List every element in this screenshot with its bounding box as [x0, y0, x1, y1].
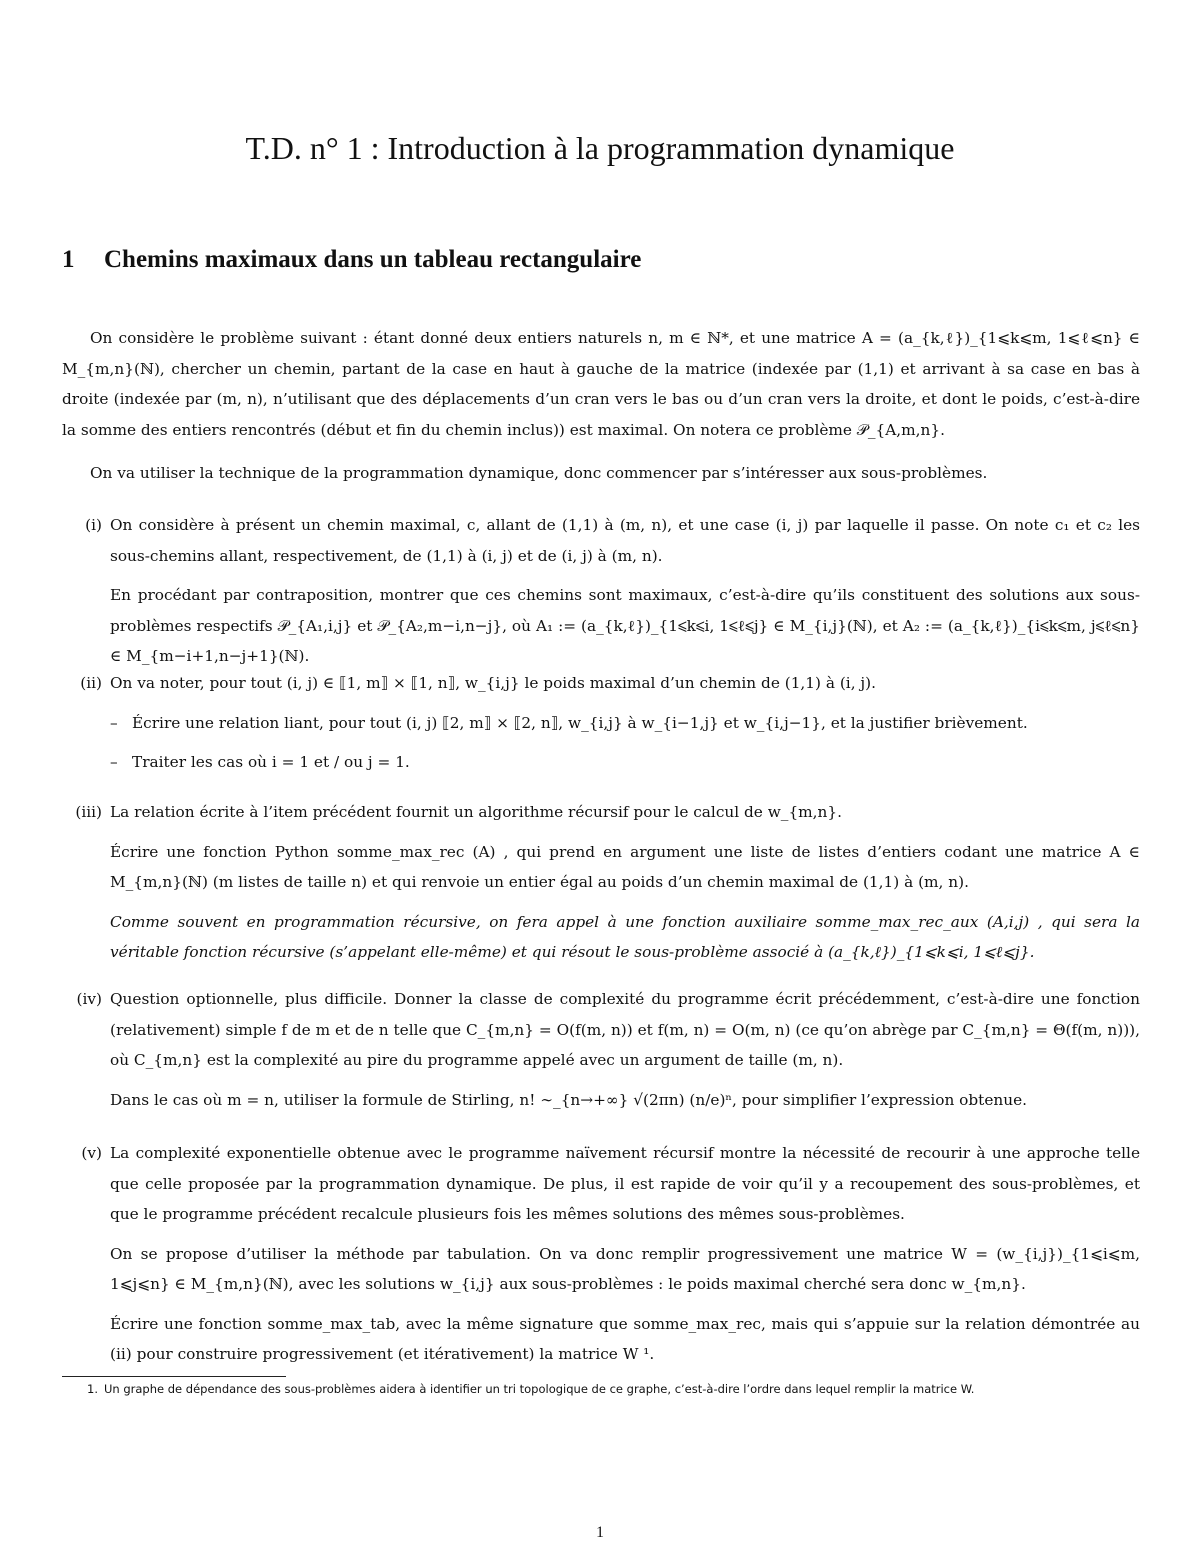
item-paragraph: Comme souvent en programmation récursive, on fera appel à une fonction auxiliaire somme_max_rec_aux (A,i,j) , qui sera la véritable fonction récursive (s’appelant elle-même) et qui résout le sous-problème associé à (a_{k,ℓ})_{1⩽k⩽i, 1⩽ℓ⩽j}.: [110, 912, 1140, 961]
question-item-iv: [62, 984, 1140, 1124]
item-label: (iv): [76, 990, 102, 1008]
question-item-v: [62, 1138, 1140, 1379]
section-heading: [62, 246, 641, 274]
footnote-mark: 1.: [87, 1382, 98, 1396]
item-paragraph: Écrire une fonction Python somme_max_rec (A) , qui prend en argument une liste de listes d’entiers codant une matrice A ∈ M_{m,n}(ℕ) (m listes de taille n) et qui renvoie un entier égal au poids d’un chemin maximal de (1,1) à (m, n).: [110, 842, 1140, 891]
item-label: (ii): [80, 674, 102, 692]
footnote-rule: [62, 1376, 286, 1377]
item-label: (iii): [75, 803, 102, 821]
item-paragraph: La complexité exponentielle obtenue avec le programme naïvement récursif montre la nécessité de recourir à une approche telle que celle proposée par la programmation dynamique. De plus, il est rapide de voir qu’il y a recoupement des sous-problèmes, et que le programme précédent recalcule plusieurs fois les mêmes solutions des mêmes sous-problèmes.: [110, 1144, 1140, 1223]
dash-text: Écrire une relation liant, pour tout (i, j) ⟦2, m⟧ × ⟦2, n⟧, w_{i,j} à w_{i−1,j} et w_{i,j−1}, et la justifier brièvement.: [132, 713, 1028, 732]
intro-paragraph-2: On va utiliser la technique de la programmation dynamique, donc commencer par s’intéresser aux sous-problèmes.: [90, 464, 988, 482]
item-paragraph: Question optionnelle, plus difficile. Donner la classe de complexité du programme écrit précédemment, c’est-à-dire une fonction (relativement) simple f de m et de n telle que C_{m,n} = O(f(m, n)) et f(m, n) = O(m, n) (ce qu’on abrège par C_{m,n} = Θ(f(m, n))), où C_{m,n} est la complexité au pire du programme appelé avec un argument de taille (m, n).: [110, 990, 1140, 1069]
dash-item: – Écrire une relation liant, pour tout (i, j) ⟦2, m⟧ × ⟦2, n⟧, w_{i,j} à w_{i−1,j} et w_{i,j−1}, et la justifier brièvement.: [110, 713, 1028, 732]
section-title: Chemins maximaux dans un tableau rectangulaire: [104, 246, 642, 273]
dash-item: – Traiter les cas où i = 1 et / ou j = 1.: [110, 753, 410, 771]
item-label: (i): [85, 516, 102, 534]
page-title: T.D. n° 1 : Introduction à la programmation dynamique: [245, 130, 955, 166]
dash-text: Traiter les cas où i = 1 et / ou j = 1.: [132, 753, 410, 771]
intro-paragraph-1: On considère le problème suivant : étant donné deux entiers naturels n, m ∈ ℕ*, et une matrice A = (a_{k,ℓ})_{1⩽k⩽m, 1⩽ℓ⩽n} ∈ M_{m,n}(ℕ), chercher un chemin, partant de la case en haut à gauche de la matrice (indexée par (1,1) et arrivant à sa case en bas à droite (indexée par (m, n), n’utilisant que des déplacements d’un cran vers le bas ou d’un cran vers la droite, et dont le poids, c’est-à-dire la somme des entiers rencontrés (début et fin du chemin inclus)) est maximal. On notera ce problème 𝒫_{A,m,n}.: [62, 329, 1140, 439]
question-item-ii: [62, 668, 1140, 787]
item-paragraph: La relation écrite à l’item précédent fournit un algorithme récursif pour le calcul de w_{m,n}.: [110, 803, 842, 821]
question-item-iii: [62, 797, 1140, 977]
section-number: 1: [62, 246, 75, 273]
item-label: (v): [81, 1144, 102, 1162]
item-paragraph: En procédant par contraposition, montrer que ces chemins sont maximaux, c’est-à-dire qu’ils constituent des solutions aux sous-problèmes respectifs 𝒫_{A₁,i,j} et 𝒫_{A₂,m−i,n−j}, où A₁ := (a_{k,ℓ})_{1⩽k⩽i, 1⩽ℓ⩽j} ∈ M_{i,j}(ℕ), et A₂ := (a_{k,ℓ})_{i⩽k⩽m, j⩽ℓ⩽n} ∈ M_{m−i+1,n−j+1}(ℕ).: [110, 586, 1140, 665]
item-paragraph: On se propose d’utiliser la méthode par tabulation. On va donc remplir progressivement une matrice W = (w_{i,j})_{1⩽i⩽m, 1⩽j⩽n} ∈ M_{m,n}(ℕ), avec les solutions w_{i,j} aux sous-problèmes : le poids maximal cherché sera donc w_{m,n}.: [110, 1244, 1140, 1293]
footnote-text: Un graphe de dépendance des sous-problèmes aidera à identifier un tri topologique de ce graphe, c’est-à-dire l’ordre dans lequel remplir la matrice W.: [104, 1382, 975, 1396]
item-paragraph: On va noter, pour tout (i, j) ∈ ⟦1, m⟧ × ⟦1, n⟧, w_{i,j} le poids maximal d’un chemin de (1,1) à (i, j).: [110, 674, 876, 692]
item-paragraph: Dans le cas où m = n, utiliser la formule de Stirling, n! ∼_{n→+∞} √(2πn) (n/e)ⁿ, pour simplifier l’expression obtenue.: [110, 1090, 1027, 1109]
item-paragraph: Écrire une fonction somme_max_tab, avec la même signature que somme_max_rec, mais qui s’appuie sur la relation démontrée au (ii) pour construire progressivement (et itérativement) la matrice W ¹.: [110, 1314, 1140, 1363]
footnote: [62, 1382, 1140, 1396]
question-item-i: [62, 510, 1140, 681]
page-number: 1: [596, 1524, 604, 1541]
item-paragraph: On considère à présent un chemin maximal, c, allant de (1,1) à (m, n), et une case (i, j) par laquelle il passe. On note c₁ et c₂ les sous-chemins allant, respectivement, de (1,1) à (i, j) et de (i, j) à (m, n).: [110, 516, 1140, 565]
